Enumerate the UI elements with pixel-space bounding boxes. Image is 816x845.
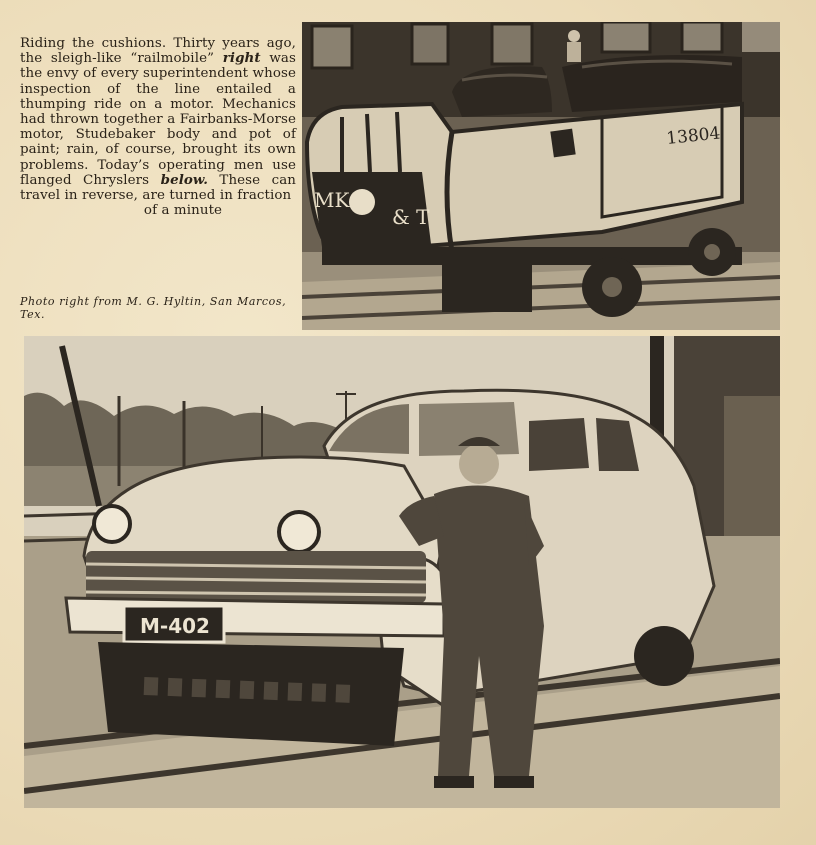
- railmobile-lettering-2: & T: [392, 205, 430, 229]
- caption-lead: Riding the cushions. Thirty years ago, the sleigh-like “railmobile”: [20, 36, 296, 67]
- caption-ref-right: right: [222, 50, 261, 67]
- photo-credit: Photo right from M. G. Hyltin, San Marcos, Tex.: [20, 295, 287, 321]
- caption-tail: These can travel in reverse, are turned in fraction: [20, 172, 297, 204]
- rail-chrysler-photo: [24, 336, 780, 808]
- license-plate: M-402: [140, 614, 210, 638]
- rail-chrysler-illustration: [24, 336, 780, 808]
- railmobile-number: 13804: [665, 123, 722, 149]
- railmobile-illustration: [302, 22, 780, 330]
- caption-ref-below: below.: [160, 171, 208, 188]
- railmobile-lettering: MK: [314, 188, 350, 212]
- railmobile-photo: [302, 22, 780, 330]
- caption-last-line: of a minute: [143, 203, 223, 219]
- caption-middle: was the envy of every superintendent whose inspection of the line entailed a thumping ride on a motor. Mechanics had thrown together a Fairbanks-Morse motor, Studebaker body and pot of paint; rain, of course, brought its own problems. Today’s operating men use flanged Chryslers: [20, 51, 296, 188]
- article-caption: [20, 36, 296, 218]
